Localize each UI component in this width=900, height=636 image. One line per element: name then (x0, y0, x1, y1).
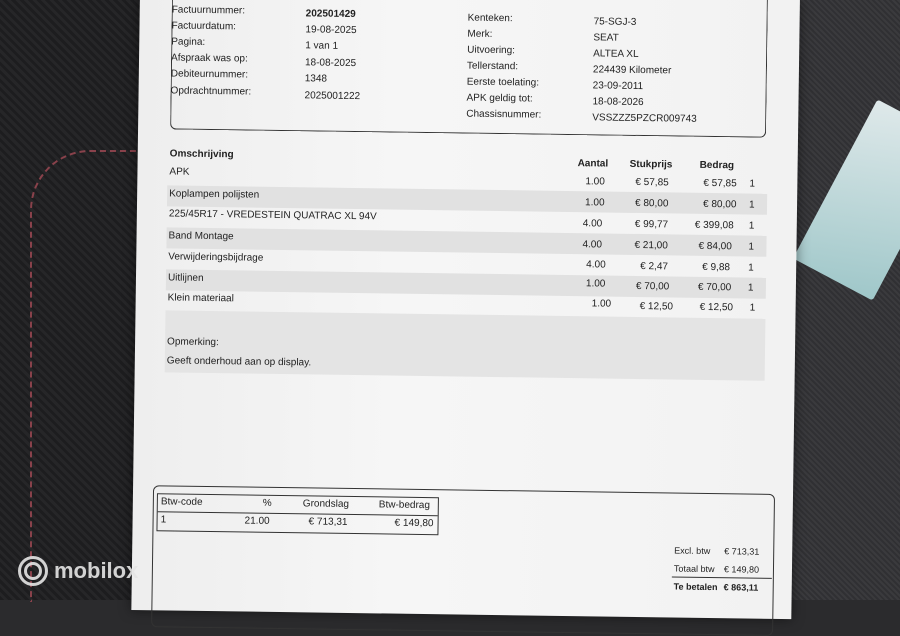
line-description: Koplampen polijsten (169, 188, 260, 201)
total-vat-label: Totaal btw (673, 563, 715, 575)
line-amount: € 80,00 (702, 198, 737, 211)
line-description: Band Montage (168, 230, 234, 243)
line-unit-price: € 2,47 (640, 261, 669, 273)
invoice-paper (131, 0, 800, 619)
line-vat-code: 1 (748, 220, 755, 232)
line-amount: € 70,00 (697, 281, 732, 294)
page-label: Pagina: (171, 36, 206, 48)
line-quantity: 1.00 (585, 176, 605, 188)
line-quantity: 4.00 (586, 259, 606, 271)
table-row-band (166, 269, 766, 298)
line-quantity: 1.00 (584, 197, 605, 209)
brand-label: Merk: (467, 28, 493, 40)
vat-code-header: Btw-code (160, 496, 203, 508)
amount-due-value: € 863,11 (723, 582, 759, 593)
line-quantity: 4.00 (582, 239, 603, 251)
line-vat-code: 1 (749, 178, 755, 190)
vat-base-header: Grondslag (302, 498, 350, 510)
quantity-header: Aantal (577, 158, 609, 170)
line-unit-price: € 12,50 (639, 301, 674, 313)
vat-amount-header: Btw-bedrag (378, 499, 431, 512)
chassis-number-label: Chassisnummer: (466, 108, 542, 121)
apk-valid-label: APK geldig tot: (466, 92, 533, 105)
remark-text: Geeft onderhoud aan op display. (166, 355, 312, 369)
line-amount: € 12,50 (699, 301, 734, 314)
vat-percent-header: % (262, 497, 272, 509)
line-description: Uitlijnen (167, 272, 204, 284)
debtor-number-label: Debiteurnummer: (170, 68, 249, 81)
line-quantity: 1.00 (585, 278, 606, 290)
invoice-number-value: 202501429 (305, 8, 356, 21)
first-registration-label: Eerste toelating: (466, 76, 540, 89)
total-excl-vat-label: Excl. btw (674, 545, 711, 557)
line-description: APK (169, 166, 190, 178)
odometer-value: 224439 Kilometer (592, 64, 672, 77)
line-vat-code: 1 (748, 241, 755, 253)
page-value: 1 van 1 (305, 40, 339, 52)
vat-amount-value: € 149,80 (394, 517, 434, 530)
mobilox-logo-icon (18, 556, 48, 586)
invoice-number-label: Factuurnummer: (171, 4, 246, 17)
vat-base-value: € 713,31 (308, 516, 348, 528)
line-quantity: 1.00 (591, 298, 612, 310)
remark-label: Opmerking: (167, 336, 219, 349)
appointment-label: Afspraak was op: (170, 52, 248, 65)
line-description: Verwijderingsbijdrage (168, 251, 264, 264)
order-number-value: 2025001222 (304, 90, 361, 103)
chassis-number-value: VSSZZZ5PZCR009743 (592, 112, 697, 125)
debtor-number-value: 1348 (304, 73, 328, 85)
line-amount: € 57,85 (703, 177, 737, 190)
mobilox-watermark (18, 556, 138, 586)
brand-value: SEAT (593, 32, 619, 44)
order-number-label: Opdrachtnummer: (170, 85, 252, 98)
model-label: Uitvoering: (467, 44, 516, 57)
invoice-date-value: 19-08-2025 (305, 24, 357, 37)
odometer-label: Tellerstand: (466, 60, 519, 73)
unit-price-header: Stukprijs (629, 158, 673, 171)
remark-section (165, 310, 766, 380)
line-quantity: 4.00 (582, 218, 603, 230)
watermark-text: mobilox (54, 558, 139, 583)
line-amount: € 9,88 (702, 261, 731, 274)
model-value: ALTEA XL (593, 48, 639, 60)
apk-valid-value: 18-08-2026 (592, 96, 644, 109)
total-excl-vat-value: € 713,31 (724, 546, 760, 557)
amount-due-label: Te betalen (673, 581, 718, 593)
line-unit-price: € 99,77 (634, 218, 669, 231)
license-plate-label: Kenteken: (467, 12, 513, 25)
line-vat-code: 1 (747, 282, 754, 294)
line-unit-price: € 57,85 (635, 176, 669, 189)
line-vat-code: 1 (748, 199, 755, 211)
line-amount: € 399,08 (694, 219, 734, 232)
line-unit-price: € 21,00 (634, 239, 668, 252)
line-description: 225/45R17 - VREDESTEIN QUATRAC XL 94V (168, 208, 377, 223)
description-header: Omschrijving (169, 148, 234, 161)
line-unit-price: € 80,00 (634, 197, 669, 210)
line-unit-price: € 70,00 (635, 280, 670, 293)
invoice-date-label: Factuurdatum: (171, 20, 237, 33)
vat-percent-value: 21.00 (244, 515, 270, 527)
first-registration-value: 23-09-2011 (592, 80, 644, 93)
line-vat-code: 1 (749, 302, 756, 314)
line-vat-code: 1 (748, 262, 754, 274)
line-amount: € 84,00 (698, 240, 732, 253)
line-description: Klein materiaal (167, 292, 234, 305)
amount-header: Bedrag (699, 159, 735, 172)
license-plate-value: 75-SGJ-3 (593, 16, 637, 28)
appointment-value: 18-08-2025 (304, 57, 357, 70)
vat-code-value: 1 (160, 514, 167, 526)
total-vat-value: € 149,80 (723, 564, 760, 575)
